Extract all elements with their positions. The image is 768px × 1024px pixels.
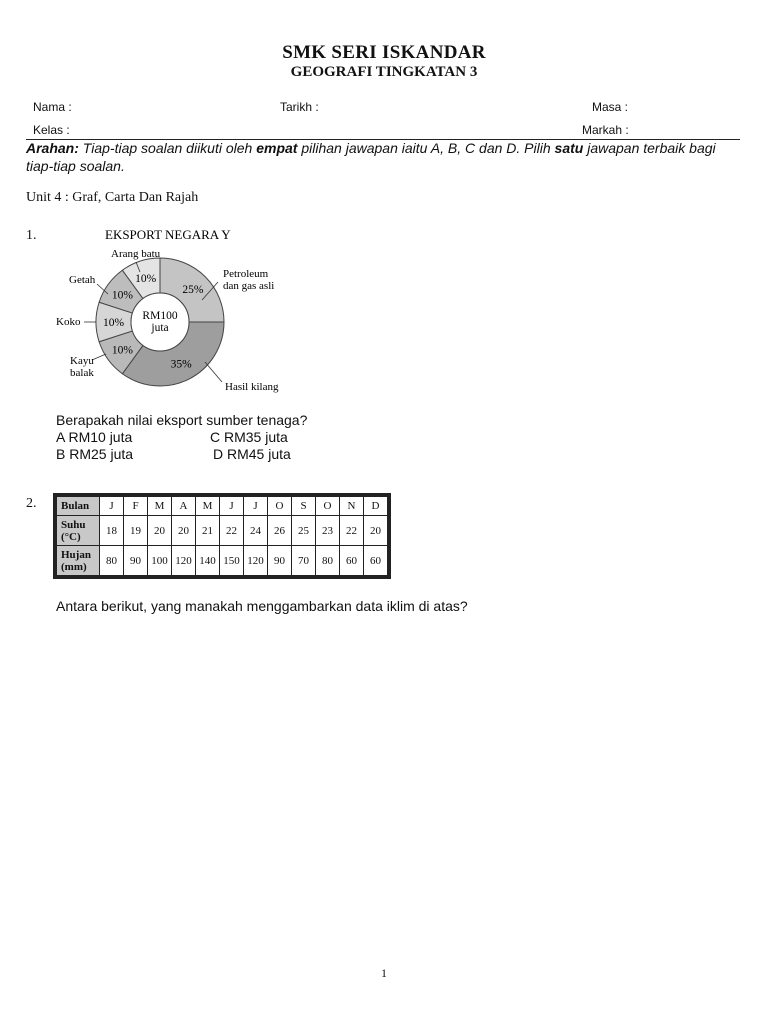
option-d[interactable]: D RM45 juta: [213, 446, 291, 462]
month-cell: O: [268, 497, 292, 516]
slice-category-label: Hasil kilang: [225, 381, 279, 393]
hujan-cell: 140: [196, 546, 220, 576]
suhu-cell: 18: [100, 516, 124, 546]
markah-field-label: Markah :: [582, 123, 629, 137]
question-2-number: 2.: [26, 496, 37, 511]
option-a[interactable]: A RM10 juta: [56, 429, 133, 445]
nama-field-label: Nama :: [33, 100, 72, 114]
month-cell: N: [340, 497, 364, 516]
kelas-field-label: Kelas :: [33, 123, 70, 137]
suhu-cell: 20: [148, 516, 172, 546]
hujan-cell: 90: [268, 546, 292, 576]
slice-category-label: Kayu: [70, 355, 94, 367]
hujan-cell: 60: [340, 546, 364, 576]
unit-title: Unit 4 : Graf, Carta Dan Rajah: [26, 190, 199, 205]
slice-category-label: Arang batu: [111, 248, 161, 260]
slice-value-label: 10%: [102, 317, 125, 329]
slice-leader-line: [205, 362, 222, 382]
table-label-suhu: [57, 516, 100, 546]
instructions-label: Arahan:: [26, 140, 79, 156]
suhu-cell: 25: [292, 516, 316, 546]
climate-table: [56, 496, 388, 576]
suhu-cell: 22: [340, 516, 364, 546]
hujan-cell: 100: [148, 546, 172, 576]
slice-value-label: 10%: [135, 272, 157, 285]
month-cell: A: [172, 497, 196, 516]
slice-leader-line: [92, 354, 106, 360]
hujan-cell: 150: [220, 546, 244, 576]
chart-center-label-unit: juta: [151, 322, 169, 334]
instructions: [26, 139, 740, 175]
slice-category-label-line2: balak: [70, 367, 94, 379]
suhu-unit: (°C): [61, 530, 81, 543]
month-cell: S: [292, 497, 316, 516]
slice-value-label: 10%: [111, 289, 133, 302]
instructions-text-3: jawapan terbaik bagi tiap-tiap soalan.: [26, 140, 716, 174]
table-header-bulan: Bulan: [57, 497, 100, 516]
month-cell: J: [244, 497, 268, 516]
question-1-text: Berapakah nilai eksport sumber tenaga?: [56, 412, 308, 428]
suhu-cell: 20: [172, 516, 196, 546]
hujan-cell: 80: [316, 546, 340, 576]
instructions-text-2: pilihan jawapan iaitu A, B, C dan D. Pilih: [297, 140, 555, 156]
table-label-hujan: [57, 546, 100, 576]
school-name: SMK SERI ISKANDAR: [282, 42, 486, 63]
option-b[interactable]: B RM25 juta: [56, 446, 134, 462]
suhu-cell: 24: [244, 516, 268, 546]
slice-category-label: Koko: [56, 316, 81, 328]
hujan-cell: 120: [244, 546, 268, 576]
month-cell: J: [220, 497, 244, 516]
question-2-text: Antara berikut, yang manakah menggambarkan data iklim di atas?: [56, 598, 468, 614]
hujan-unit: (mm): [61, 560, 87, 573]
table-header-row: [57, 497, 388, 516]
hujan-label: Hujan: [61, 548, 91, 561]
subject-title: GEOGRAFI TINGKATAN 3: [290, 64, 478, 80]
suhu-cell: 21: [196, 516, 220, 546]
suhu-cell: 22: [220, 516, 244, 546]
table-row-suhu: [57, 516, 388, 546]
slice-category-label: Petroleum: [223, 268, 269, 280]
suhu-label: Suhu: [61, 518, 86, 531]
page-number: 1: [381, 966, 387, 980]
suhu-cell: 20: [364, 516, 388, 546]
instructions-bold-empat: empat: [256, 140, 298, 156]
month-cell: M: [148, 497, 172, 516]
month-cell: M: [196, 497, 220, 516]
instructions-bold-satu: satu: [554, 140, 584, 156]
option-c[interactable]: C RM35 juta: [210, 429, 288, 445]
question-1-number: 1.: [26, 228, 37, 243]
suhu-cell: 23: [316, 516, 340, 546]
hujan-cell: 90: [124, 546, 148, 576]
table-row-hujan: [57, 546, 388, 576]
slice-category-label-line2: dan gas asli: [223, 280, 275, 292]
slice-category-label: Getah: [69, 274, 96, 286]
hujan-cell: 80: [100, 546, 124, 576]
suhu-cell: 26: [268, 516, 292, 546]
slice-value-label: 35%: [170, 358, 192, 371]
month-cell: D: [364, 497, 388, 516]
chart-title: EKSPORT NEGARA Y: [105, 227, 231, 242]
hujan-cell: 70: [292, 546, 316, 576]
month-cell: O: [316, 497, 340, 516]
hujan-cell: 60: [364, 546, 388, 576]
hujan-cell: 120: [172, 546, 196, 576]
donut-chart: [40, 222, 340, 402]
instructions-text-1: Tiap-tiap soalan diikuti oleh: [78, 140, 257, 156]
slice-value-label: 10%: [111, 344, 133, 357]
month-cell: F: [124, 497, 148, 516]
masa-field-label: Masa :: [592, 100, 629, 114]
month-cell: J: [100, 497, 124, 516]
suhu-cell: 19: [124, 516, 148, 546]
tarikh-field-label: Tarikh :: [280, 100, 319, 114]
slice-value-label: 25%: [182, 284, 204, 297]
chart-center-label-value: RM100: [142, 310, 178, 322]
